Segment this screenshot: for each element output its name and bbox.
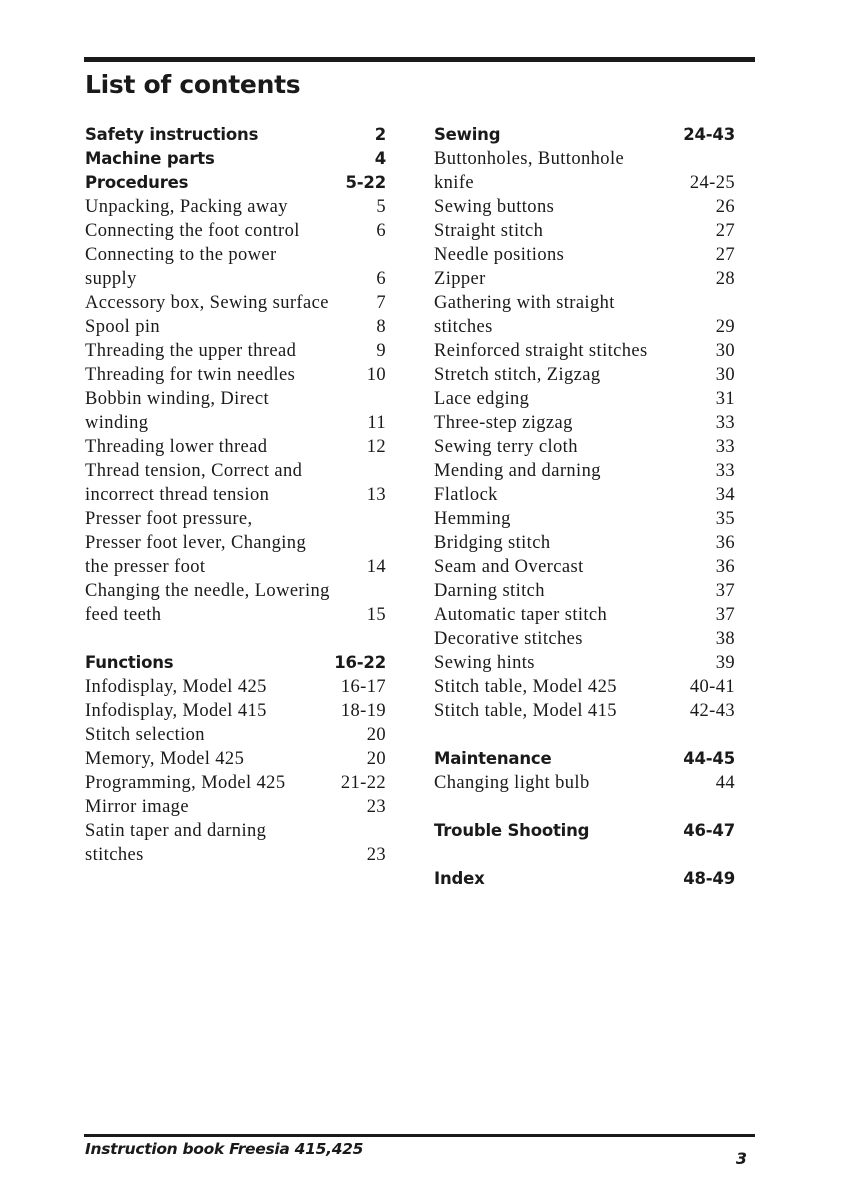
toc-entry-page: 14 (366, 557, 386, 577)
toc-entry-title: Stitch table, Model 425 (434, 677, 617, 697)
toc-entry (85, 795, 386, 819)
toc-entry-title: feed teeth (85, 605, 162, 625)
toc-entry-title: Mending and darning (434, 461, 601, 481)
toc-entry-page: 31 (715, 389, 735, 409)
toc-entry-page: 36 (715, 533, 735, 553)
bottom-rule (84, 1134, 755, 1137)
toc-entry-title: supply (85, 269, 137, 289)
section-spacer (85, 627, 386, 651)
toc-entry-title: Mirror image (85, 797, 189, 817)
toc-entry-title: Stitch selection (85, 725, 205, 745)
toc-entry-title: Thread tension, Correct and (85, 461, 303, 481)
toc-entry-page: 8 (376, 317, 386, 337)
toc-entry-page: 23 (366, 845, 386, 865)
toc-entry (85, 771, 386, 795)
toc-entry (85, 363, 386, 387)
toc-entry-title: incorrect thread tension (85, 485, 270, 505)
toc-entry-page: 36 (715, 557, 735, 577)
toc-entry (434, 771, 735, 795)
toc-entry-title: Needle positions (434, 245, 565, 265)
toc-section-heading (434, 867, 735, 891)
toc-entry-title: Sewing (434, 125, 501, 144)
toc-entry-page: 23 (366, 797, 386, 817)
toc-entry-title: Connecting the foot control (85, 221, 300, 241)
toc-entry-title: Flatlock (434, 485, 498, 505)
toc-entry-title: Machine parts (85, 149, 215, 168)
toc-entry-title: Presser foot lever, Changing (85, 533, 307, 553)
toc-entry-page: 21-22 (340, 773, 386, 793)
toc-entry (434, 387, 735, 411)
toc-entry (434, 675, 735, 699)
toc-entry-title: Stitch table, Model 415 (434, 701, 617, 721)
toc-entry-title: Infodisplay, Model 415 (85, 701, 267, 721)
toc-entry-page: 16-22 (334, 653, 386, 672)
toc-entry (434, 651, 735, 675)
toc-entry (434, 459, 735, 483)
toc-entry-page: 15 (366, 605, 386, 625)
toc-entry-page: 37 (715, 605, 735, 625)
toc-entry (85, 219, 386, 243)
toc-entry-title: Lace edging (434, 389, 530, 409)
toc-entry-title: Satin taper and darning (85, 821, 267, 841)
toc-entry-title: Threading for twin needles (85, 365, 296, 385)
toc-entry (434, 579, 735, 603)
toc-entry (85, 435, 386, 459)
toc-entry (85, 411, 386, 435)
toc-section-heading (85, 651, 386, 675)
toc-entry-page: 33 (715, 413, 735, 433)
toc-entry-page: 20 (366, 725, 386, 745)
toc-entry-page: 6 (376, 221, 386, 241)
toc-section-heading (434, 819, 735, 843)
toc-entry (434, 219, 735, 243)
footer-book-title: Instruction book Freesia 415,425 (85, 1140, 364, 1158)
toc-entry-page: 24-25 (689, 173, 735, 193)
toc-entry-page: 5 (376, 197, 386, 217)
toc-entry-title: Buttonholes, Buttonhole (434, 149, 625, 169)
toc-entry (85, 195, 386, 219)
toc-entry-title: Straight stitch (434, 221, 544, 241)
toc-entry (85, 507, 386, 531)
toc-entry-title: Decorative stitches (434, 629, 583, 649)
toc-entry-title: Programming, Model 425 (85, 773, 286, 793)
toc-entry (85, 387, 386, 411)
toc-entry (85, 459, 386, 483)
toc-entry-page: 6 (376, 269, 386, 289)
toc-entry-title: Unpacking, Packing away (85, 197, 288, 217)
toc-entry (434, 267, 735, 291)
page-title: List of contents (85, 70, 301, 99)
contents-right-column (434, 123, 735, 891)
toc-entry-page: 30 (715, 341, 735, 361)
toc-entry-title: Infodisplay, Model 425 (85, 677, 267, 697)
toc-entry (85, 819, 386, 843)
top-rule (84, 57, 755, 62)
toc-entry (85, 699, 386, 723)
toc-entry (434, 627, 735, 651)
toc-entry-title: stitches (434, 317, 493, 337)
toc-entry (85, 603, 386, 627)
toc-entry-title: Bridging stitch (434, 533, 551, 553)
toc-entry-title: Connecting to the power (85, 245, 277, 265)
toc-section-heading (434, 123, 735, 147)
toc-entry-title: Reinforced straight stitches (434, 341, 648, 361)
toc-entry-title: Bobbin winding, Direct (85, 389, 270, 409)
toc-entry-page: 48-49 (683, 869, 735, 888)
toc-entry (85, 843, 386, 867)
toc-entry-page: 28 (715, 269, 735, 289)
toc-entry-title: Zipper (434, 269, 486, 289)
toc-entry-title: Automatic taper stitch (434, 605, 608, 625)
toc-entry-page: 7 (376, 293, 386, 313)
toc-entry-title: knife (434, 173, 475, 193)
page-number: 3 (735, 1149, 747, 1168)
toc-entry (434, 291, 735, 315)
toc-section-heading (85, 123, 386, 147)
toc-entry-page: 11 (367, 413, 386, 433)
toc-entry-title: Presser foot pressure, (85, 509, 253, 529)
toc-entry (434, 555, 735, 579)
toc-entry-page: 12 (366, 437, 386, 457)
toc-section-heading (85, 171, 386, 195)
toc-entry-title: Gathering with straight (434, 293, 615, 313)
toc-entry-page: 4 (374, 149, 386, 168)
toc-entry (434, 435, 735, 459)
toc-entry-page: 35 (715, 509, 735, 529)
toc-entry (85, 483, 386, 507)
toc-entry (434, 483, 735, 507)
toc-entry-title: winding (85, 413, 149, 433)
toc-entry (85, 675, 386, 699)
toc-entry (434, 363, 735, 387)
toc-entry-title: Functions (85, 653, 174, 672)
toc-entry-page: 29 (715, 317, 735, 337)
toc-section-heading (434, 747, 735, 771)
contents-left-column (85, 123, 386, 867)
toc-entry-title: Accessory box, Sewing surface (85, 293, 329, 313)
toc-entry-page: 44-45 (683, 749, 735, 768)
toc-entry-page: 27 (715, 245, 735, 265)
toc-entry-title: Memory, Model 425 (85, 749, 245, 769)
toc-entry-page: 44 (715, 773, 735, 793)
toc-entry-page: 18-19 (340, 701, 386, 721)
toc-entry-page: 38 (715, 629, 735, 649)
section-spacer (434, 795, 735, 819)
toc-entry-page: 10 (366, 365, 386, 385)
section-spacer (434, 723, 735, 747)
toc-entry-page: 39 (715, 653, 735, 673)
toc-entry-page: 34 (715, 485, 735, 505)
toc-entry-title: Spool pin (85, 317, 161, 337)
toc-entry-page: 42-43 (689, 701, 735, 721)
toc-entry-title: Changing light bulb (434, 773, 590, 793)
toc-entry (85, 315, 386, 339)
toc-entry-page: 27 (715, 221, 735, 241)
toc-entry (85, 267, 386, 291)
toc-entry-page: 37 (715, 581, 735, 601)
toc-entry (434, 243, 735, 267)
toc-entry-title: Maintenance (434, 749, 552, 768)
toc-entry (434, 195, 735, 219)
toc-entry-page: 13 (366, 485, 386, 505)
toc-entry-title: Threading the upper thread (85, 341, 297, 361)
toc-entry-title: Procedures (85, 173, 189, 192)
toc-entry (85, 555, 386, 579)
toc-entry-title: Index (434, 869, 485, 888)
toc-entry (434, 171, 735, 195)
toc-entry-page: 33 (715, 437, 735, 457)
toc-entry (85, 531, 386, 555)
toc-entry (434, 339, 735, 363)
toc-entry (85, 291, 386, 315)
toc-entry-page: 40-41 (689, 677, 735, 697)
toc-entry-page: 26 (715, 197, 735, 217)
toc-entry (85, 243, 386, 267)
toc-entry (85, 747, 386, 771)
toc-entry (434, 147, 735, 171)
toc-entry-title: Sewing terry cloth (434, 437, 578, 457)
toc-section-heading (85, 147, 386, 171)
toc-entry-page: 30 (715, 365, 735, 385)
toc-entry-page: 46-47 (683, 821, 735, 840)
toc-entry-page: 9 (376, 341, 386, 361)
toc-entry-page: 24-43 (683, 125, 735, 144)
toc-entry-page: 5-22 (345, 173, 386, 192)
toc-entry-title: Changing the needle, Lowering (85, 581, 330, 601)
section-spacer (434, 843, 735, 867)
toc-entry (85, 579, 386, 603)
toc-entry-title: Three-step zigzag (434, 413, 573, 433)
toc-entry-title: Darning stitch (434, 581, 545, 601)
toc-entry-title: Stretch stitch, Zigzag (434, 365, 601, 385)
toc-entry-title: Sewing hints (434, 653, 535, 673)
toc-entry-title: Hemming (434, 509, 511, 529)
toc-entry-title: Safety instructions (85, 125, 259, 144)
toc-entry (434, 699, 735, 723)
toc-entry-title: the presser foot (85, 557, 206, 577)
toc-entry (434, 531, 735, 555)
toc-entry (434, 411, 735, 435)
toc-entry-title: Seam and Overcast (434, 557, 584, 577)
toc-entry (85, 723, 386, 747)
toc-entry-page: 20 (366, 749, 386, 769)
toc-entry-title: Sewing buttons (434, 197, 555, 217)
toc-entry-page: 16-17 (340, 677, 386, 697)
toc-entry (85, 339, 386, 363)
toc-entry-page: 33 (715, 461, 735, 481)
toc-entry (434, 507, 735, 531)
toc-entry-title: Threading lower thread (85, 437, 268, 457)
toc-entry (434, 603, 735, 627)
toc-entry-title: stitches (85, 845, 144, 865)
toc-entry (434, 315, 735, 339)
toc-entry-page: 2 (374, 125, 386, 144)
toc-entry-title: Trouble Shooting (434, 821, 590, 840)
